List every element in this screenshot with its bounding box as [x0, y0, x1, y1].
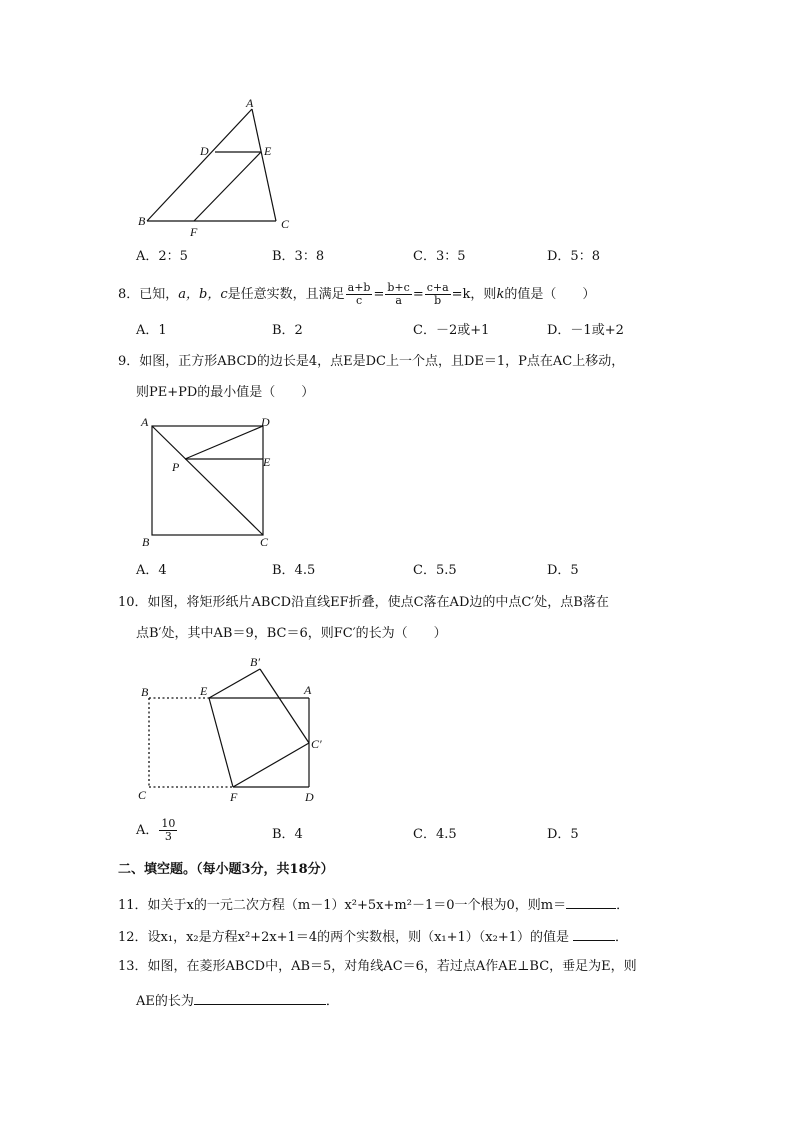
q13-stem-line1: 13．如图，在菱形ABCD中，AB＝5，对角线AC＝6，若过点A作AE⊥BC，垂足为E，则: [118, 959, 637, 974]
segment-pd: [185, 426, 263, 459]
q13-end: ．: [325, 994, 339, 1009]
q12-answer-blank[interactable]: [573, 928, 615, 941]
q10-option-b[interactable]: B．4: [272, 827, 303, 842]
section-2-title: 二、填空题。（每小题3分，共18分）: [118, 862, 334, 877]
label-d: D: [305, 790, 314, 804]
edge-b-prime-c-prime: [260, 669, 309, 743]
q8-fraction-1: [346, 282, 373, 307]
q10-option-a-prefix: A．: [136, 823, 159, 838]
q10-fold-figure: [130, 652, 330, 807]
q8-stem: 8．已知，a，b，c是任意实数，且满足 $\frac{a+b}{c}$ = $\frac{b+c}{a}$ = $\frac{c+a}{b}$ =k，则k的值是（ ）: [118, 281, 596, 307]
q10-stem-line1: 10．如图，将矩形纸片ABCD沿直线EF折叠，使点C落在AD边的中点C′处，点B落在: [118, 595, 609, 610]
diagonal-ac: [152, 426, 263, 535]
label-a: A: [141, 415, 149, 429]
q10-stem-line2: 点B′处，其中AB＝9，BC＝6，则FC′的长为（ ）: [136, 626, 447, 641]
q8-frac3-den: b: [434, 294, 442, 307]
q8-option-c[interactable]: C．－2或+1: [413, 323, 490, 338]
q7-option-d[interactable]: D．5：8: [547, 249, 600, 264]
label-b: B: [142, 535, 150, 549]
q8-text-end: 的值是（ ）: [504, 287, 596, 302]
q11-end: ．: [616, 898, 630, 913]
q9-option-c[interactable]: C．5.5: [413, 563, 457, 578]
q11-text: 11．如关于x的一元二次方程（m－1）x²+5x+m²－1＝0一个根为0，则m＝: [118, 898, 567, 913]
q8-fraction-3: [425, 282, 451, 307]
q11-stem: [118, 896, 629, 912]
q8-frac1-den: c: [355, 294, 363, 307]
q13-answer-blank[interactable]: [194, 992, 326, 1005]
q8-fraction-2: [385, 282, 411, 307]
label-p: P: [172, 460, 180, 474]
label-f: F: [190, 225, 198, 239]
fold-line-ef: [209, 698, 233, 787]
q10-option-d[interactable]: D．5: [547, 827, 579, 842]
q11-answer-blank[interactable]: [566, 896, 616, 909]
q10-option-a-den: 3: [164, 830, 172, 843]
q8-option-a[interactable]: A．1: [136, 323, 167, 338]
triangle-abc: [147, 109, 276, 221]
q10-option-a-fraction: [159, 818, 177, 843]
q13-stem-line2: [136, 992, 339, 1008]
q9-square-figure: [135, 412, 285, 552]
q7-option-c[interactable]: C．3：5: [413, 249, 466, 264]
q9-option-d[interactable]: D．5: [547, 563, 579, 578]
q7-option-a[interactable]: A．2：5: [136, 249, 188, 264]
label-d: D: [200, 144, 209, 158]
label-a: A: [304, 683, 312, 697]
q8-vars: a，b，c: [178, 287, 228, 302]
q12-stem: [118, 928, 628, 944]
label-b-prime: B′: [250, 655, 260, 669]
q9-option-a[interactable]: A．4: [136, 563, 167, 578]
q9-option-b[interactable]: B．4.5: [272, 563, 316, 578]
q8-frac1-num: a+b: [347, 281, 371, 294]
label-e: E: [264, 144, 272, 158]
label-e: E: [263, 455, 271, 469]
q8-frac3-num: c+a: [426, 281, 449, 294]
label-c: C: [138, 788, 147, 802]
q8-eq: =k，则: [451, 287, 497, 302]
q8-option-b[interactable]: B．2: [272, 323, 303, 338]
edge-c-prime-f: [233, 743, 309, 787]
q9-stem-line2: 则PE+PD的最小值是（ ）: [136, 385, 315, 400]
edge-eb-prime: [209, 669, 260, 698]
label-b: B: [141, 685, 149, 699]
q8-option-d[interactable]: D．－1或+2: [547, 323, 624, 338]
q10-option-a-num: 10: [161, 817, 176, 830]
label-d: D: [261, 415, 270, 429]
q9-stem-line1: 9．如图，正方形ABCD的边长是4，点E是DC上一个点，且DE＝1，P点在AC上移动，: [118, 354, 625, 369]
label-c-prime: C′: [311, 737, 322, 751]
q7-option-b[interactable]: B．3：8: [272, 249, 325, 264]
q13-line2-text: AE的长为: [136, 994, 194, 1009]
label-a: A: [246, 96, 254, 110]
q12-end: ．: [615, 930, 629, 945]
q8-text-start: 8．已知，: [118, 287, 179, 302]
label-c: C: [260, 535, 269, 549]
q12-text: 12．设x₁，x₂是方程x²+2x+1＝4的两个实数根，则（x₁+1）（x₂+1）的值是: [118, 930, 570, 945]
q10-option-c[interactable]: C．4.5: [413, 827, 457, 842]
q8-text-mid: 是任意实数，且满足: [227, 287, 345, 302]
label-c: C: [281, 217, 290, 231]
segment-ef: [194, 152, 261, 221]
q10-option-a[interactable]: [136, 818, 178, 843]
label-e: E: [200, 684, 208, 698]
label-b: B: [138, 214, 146, 228]
label-f: F: [230, 790, 238, 804]
q8-frac2-den: a: [395, 294, 402, 307]
q7-triangle-figure: [130, 95, 300, 240]
q8-k: k: [496, 287, 505, 302]
q8-frac2-num: b+c: [387, 281, 410, 294]
